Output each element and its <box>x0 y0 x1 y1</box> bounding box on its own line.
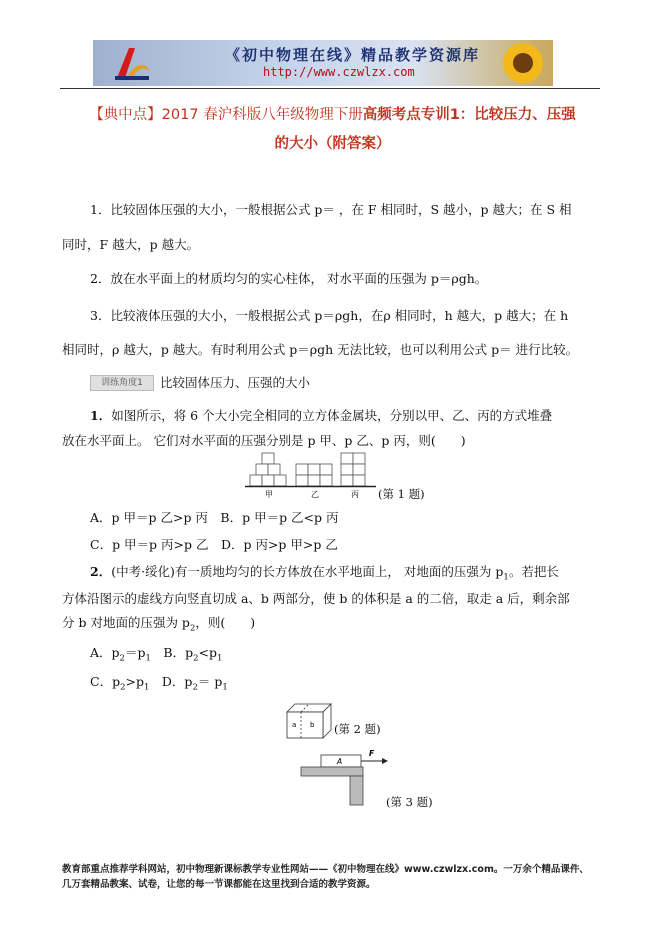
q1-fig-label-bing: 丙 <box>351 490 359 499</box>
q3-figure <box>298 747 390 807</box>
q2-opt-d-2: ＝ p <box>197 674 223 689</box>
q2-opt-a-1: A．p <box>90 645 120 660</box>
intro-line-4: 3．比较液体压强的大小，一般根据公式 p＝ρgh，在ρ 相同时，h 越大，p 越大；在 h <box>90 308 569 323</box>
q3-fig-label-a: A <box>337 757 343 766</box>
header-divider <box>60 88 600 89</box>
q1-text-1: 如图所示，将 6 个大小完全相同的立方体金属块，分别以甲、乙、丙的方式堆叠 <box>111 408 553 423</box>
q1-options-cd: C．p 甲＝p 丙>p 乙 D．p 丙>p 甲>p 乙 <box>90 537 338 552</box>
intro-line-3: 2．放在水平面上的材质均匀的实心柱体， 对水平面的压强为 p＝ρgh。 <box>90 271 488 286</box>
q2-options-cd: C．$p_2>p_1$ D．$p_2= p_1$ <box>90 674 228 693</box>
q1-options-ab: A．p 甲＝p 乙>p 丙 B．p 甲＝p 乙<p 丙 <box>90 510 339 525</box>
page-footer <box>62 862 602 892</box>
site-logo-icon <box>111 42 153 84</box>
footer-line-1: 教育部重点推荐学科网站，初中物理新课标教学专业性网站——《初中物理在线》www.czwlzx.com。一万余个精品课件、 <box>62 864 589 875</box>
q2-line-1: 2．(中考·绥化)有一质地均匀的长方体放在水平地面上， 对地面的压强为 $p_1$。若把长 <box>90 564 559 583</box>
q2-number: 2． <box>90 564 112 579</box>
q1-figure <box>243 450 378 500</box>
footer-line-2: 几万套精品教案、试卷，让您的每一节课都能在这里找到合适的教学资源。 <box>62 879 376 890</box>
q3-figure-caption: (第 3 题) <box>386 795 433 809</box>
sunflower-icon <box>493 40 553 86</box>
header-banner <box>93 40 553 86</box>
q2-opt-c-2: >p <box>125 674 144 689</box>
q2-fig-label-a: a <box>292 721 297 729</box>
q1-line-2: 放在水平面上。 它们对水平面的压强分别是 p 甲、p 乙、p 丙，则( ) <box>62 433 466 448</box>
q2-text-3a: 分 b 对地面的压强为 p <box>62 615 190 630</box>
q2-figure-caption: (第 2 题) <box>334 722 381 736</box>
banner-url[interactable]: http://www.czwlzx.com <box>263 65 415 79</box>
q2-opt-b-2: <p <box>198 645 217 660</box>
intro-line-5: 相同时，ρ 越大，p 越大。有时利用公式 p＝ρgh 无法比较，也可以利用公式 p＝ 进行比较。 <box>62 342 579 357</box>
page-title-line1 <box>80 103 585 124</box>
q2-opt-c-1: C．p <box>90 674 121 689</box>
q2-options-ab: A．$p_2=p_1$ B．$p_2<p_1$ <box>90 645 223 664</box>
q2-fig-label-b: b <box>310 721 315 729</box>
section-title: 比较固体压力、压强的大小 <box>160 375 311 390</box>
q2-line-2: 方体沿图示的虚线方向竖直切成 a、b 两部分，使 b 的体积是 a 的二倍，取走 a 后，剩余部 <box>62 591 570 606</box>
q1-number: 1． <box>90 408 112 423</box>
intro-line-1: 1．比较固体压强的大小，一般根据公式 p＝ ，在 F 相同时，S 越小，p 越大；在 S 相 <box>90 202 572 217</box>
q2-text-3b: ，则( ) <box>195 615 256 630</box>
q2-text-1a: (中考·绥化)有一质地均匀的长方体放在水平地面上， 对地面的压强为 p <box>111 564 504 579</box>
q1-fig-label-jia: 甲 <box>265 490 273 499</box>
q2-text-1b: 。若把长 <box>508 564 559 579</box>
intro-line-2: 同时，F 越大，p 越大。 <box>62 237 200 252</box>
title-topic: 高频考点专训1：比较压力、压强 <box>362 107 576 123</box>
q2-figure <box>284 700 334 740</box>
banner-title: 《初中物理在线》精品教学资源库 <box>225 46 481 64</box>
q3-fig-label-f: F <box>369 749 375 758</box>
q2-opt-d-1: D．p <box>149 674 193 689</box>
q1-line-1 <box>90 410 552 423</box>
q2-opt-b-1: B．p <box>150 645 194 660</box>
q1-figure-caption: (第 1 题) <box>378 487 425 501</box>
q1-fig-label-yi: 乙 <box>311 490 319 499</box>
q2-opt-a-2: ＝p <box>124 645 146 660</box>
page-title-line2: 的大小（附答案） <box>274 136 391 152</box>
title-source: 【典中点】2017 春沪科版八年级物理下册 <box>89 107 363 123</box>
q2-line-3: 分 b 对地面的压强为 $p_2$，则( ) <box>62 615 256 634</box>
section-tag: 训练角度1 <box>90 375 154 391</box>
